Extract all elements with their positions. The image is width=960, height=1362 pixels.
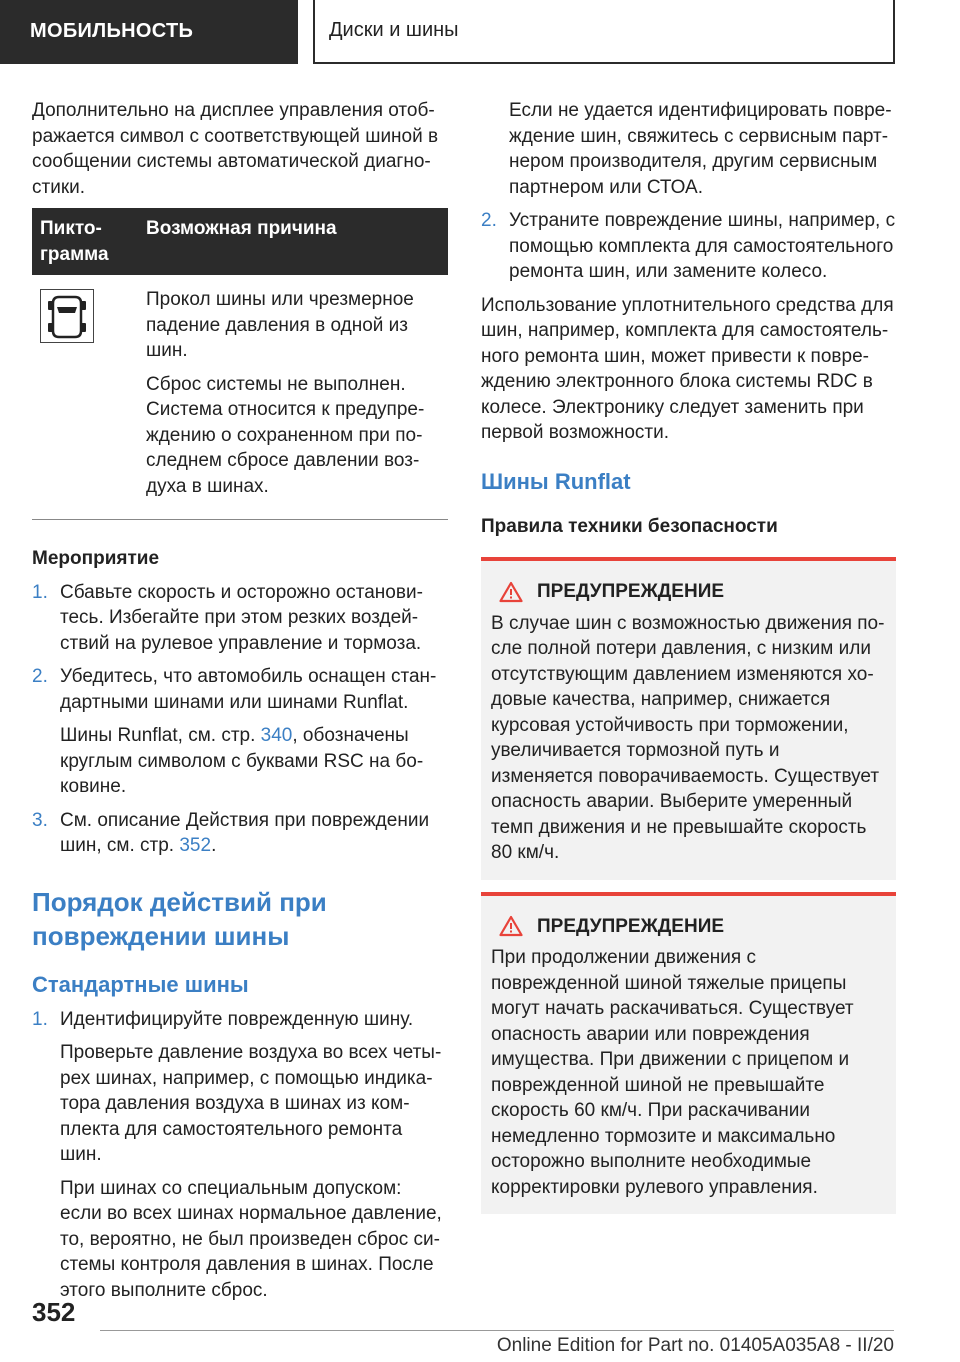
list-item: 3. См. описание Действия при повреждении шин, см. стр. 352. <box>32 809 430 856</box>
runflat-note: Шины Runflat, см. стр. 340, обозначены круглым символом с буквами RSC на боковине. <box>60 725 424 797</box>
list-item: 2. Убедитесь, что автомобиль оснащен стандартными шинами или шинами Runflat. <box>32 666 437 713</box>
list-item: 2. Устраните повреждение шины, например, с помощью комплекта для самостоятельного ремонта шин, или замените колесо. <box>481 210 896 282</box>
standard-tires-heading: Стандартные шины <box>32 971 249 997</box>
table-row <box>32 275 448 520</box>
safety-heading: Правила техники безопасности <box>481 515 778 537</box>
check-pressure-paragraph: Проверьте давление воздуха во всех четырех шинах, например, с помощью индикатора давления воздуха в шинах из комплекта для самостоятельного ремонта шин. <box>60 1042 442 1165</box>
warning-text: При продолжении движения с поврежденной шиной тяжелые прицепы могут начать раскачиваться. Существует опасность аварии или повреждения имущества. При движении с прицепом и поврежденной шиной не превышайте скорость 60 км/ч. При раскачивании немедленно тормозите и максимально осторожно выполните необходимые корректировки рулевого управления. <box>491 947 854 1198</box>
page-number: 352 <box>32 1297 76 1327</box>
special-approval-paragraph: При шинах со специальным допуском: если во всех шинах нормальное давление, то, вероятно, не был произведен сброс системы контроля давления в шинах. После этого выполните сброс. <box>60 1177 442 1301</box>
warning-box <box>481 892 896 1215</box>
warning-triangle-icon <box>499 581 523 603</box>
edition-label: Online Edition for Part no. 01405A035A8 - II/20 <box>496 1335 894 1356</box>
cause-one: Прокол шины или чрезмерное падение давления в одной из шин. <box>146 289 414 361</box>
intro-paragraph: Дополнительно на дисплее управления отображается символ с соответствующей шиной в сообщении системы автоматической диагностики. <box>32 100 439 198</box>
table-header-cause: Возможная причина <box>146 218 337 239</box>
warning-title: ПРЕДУПРЕЖДЕНИЕ <box>537 581 725 602</box>
list-item: 1. Сбавьте скорость и осторожно остановитесь. Избегайте при этом резких воздействий на рулевое управление и тормоза. <box>32 581 423 654</box>
right-column <box>481 98 896 1214</box>
section-title: МОБИЛЬНОСТЬ <box>30 20 194 43</box>
list-item: 1. Идентифицируйте поврежденную шину. <box>32 1008 414 1030</box>
sealant-paragraph: Использование уплотнительного средства для шин, например, комплекта для самостоятельного ремонта шин, может привести к повреждению электронного блока системы RDC в колесе. Электронику следует заменить при первой возможности. <box>481 294 894 443</box>
warning-text: В случае шин с возможностью движения после полной потери давления, с низким или отсутствующим давлением изменяются ходовые качества, например, снижается курсовая устойчивость при торможении, увеличивается тормозной путь и изменяется поворачиваемость. Существует опасность аварии. Выберите умеренный темп движения и не превышайте скорость 80 км/ч. <box>491 612 885 863</box>
warning-title: ПРЕДУПРЕЖДЕНИЕ <box>537 915 725 937</box>
warning-triangle-icon <box>499 915 523 937</box>
left-column <box>32 98 448 1311</box>
cause-two: Сброс системы не выполнен. Система относится к предупреждению о сохраненном при последнем сбросе давлении воздуха в шинах. <box>146 373 425 497</box>
page-link-340[interactable]: 340 <box>260 725 293 746</box>
chapter-tab <box>313 0 895 64</box>
table-header <box>32 208 448 275</box>
measures-heading: Мероприятие <box>32 548 160 569</box>
section-tab <box>0 0 298 64</box>
footer-divider <box>100 1330 894 1331</box>
tire-pressure-icon <box>40 289 94 343</box>
warning-box <box>481 557 896 880</box>
runflat-heading: Шины Runflat <box>481 468 631 494</box>
chapter-title: Диски и шины <box>329 19 459 42</box>
damage-heading: Порядок действий при повреждении шины <box>32 886 327 951</box>
identify-paragraph: Если не удается идентифицировать повреждение шин, свяжитесь с сервисным партнером производителя, другим сервисным партнером или СТОА. <box>509 100 892 198</box>
page-link-352[interactable]: 352 <box>179 835 212 856</box>
table-header-pictogram: Пиктограмма <box>40 218 109 265</box>
